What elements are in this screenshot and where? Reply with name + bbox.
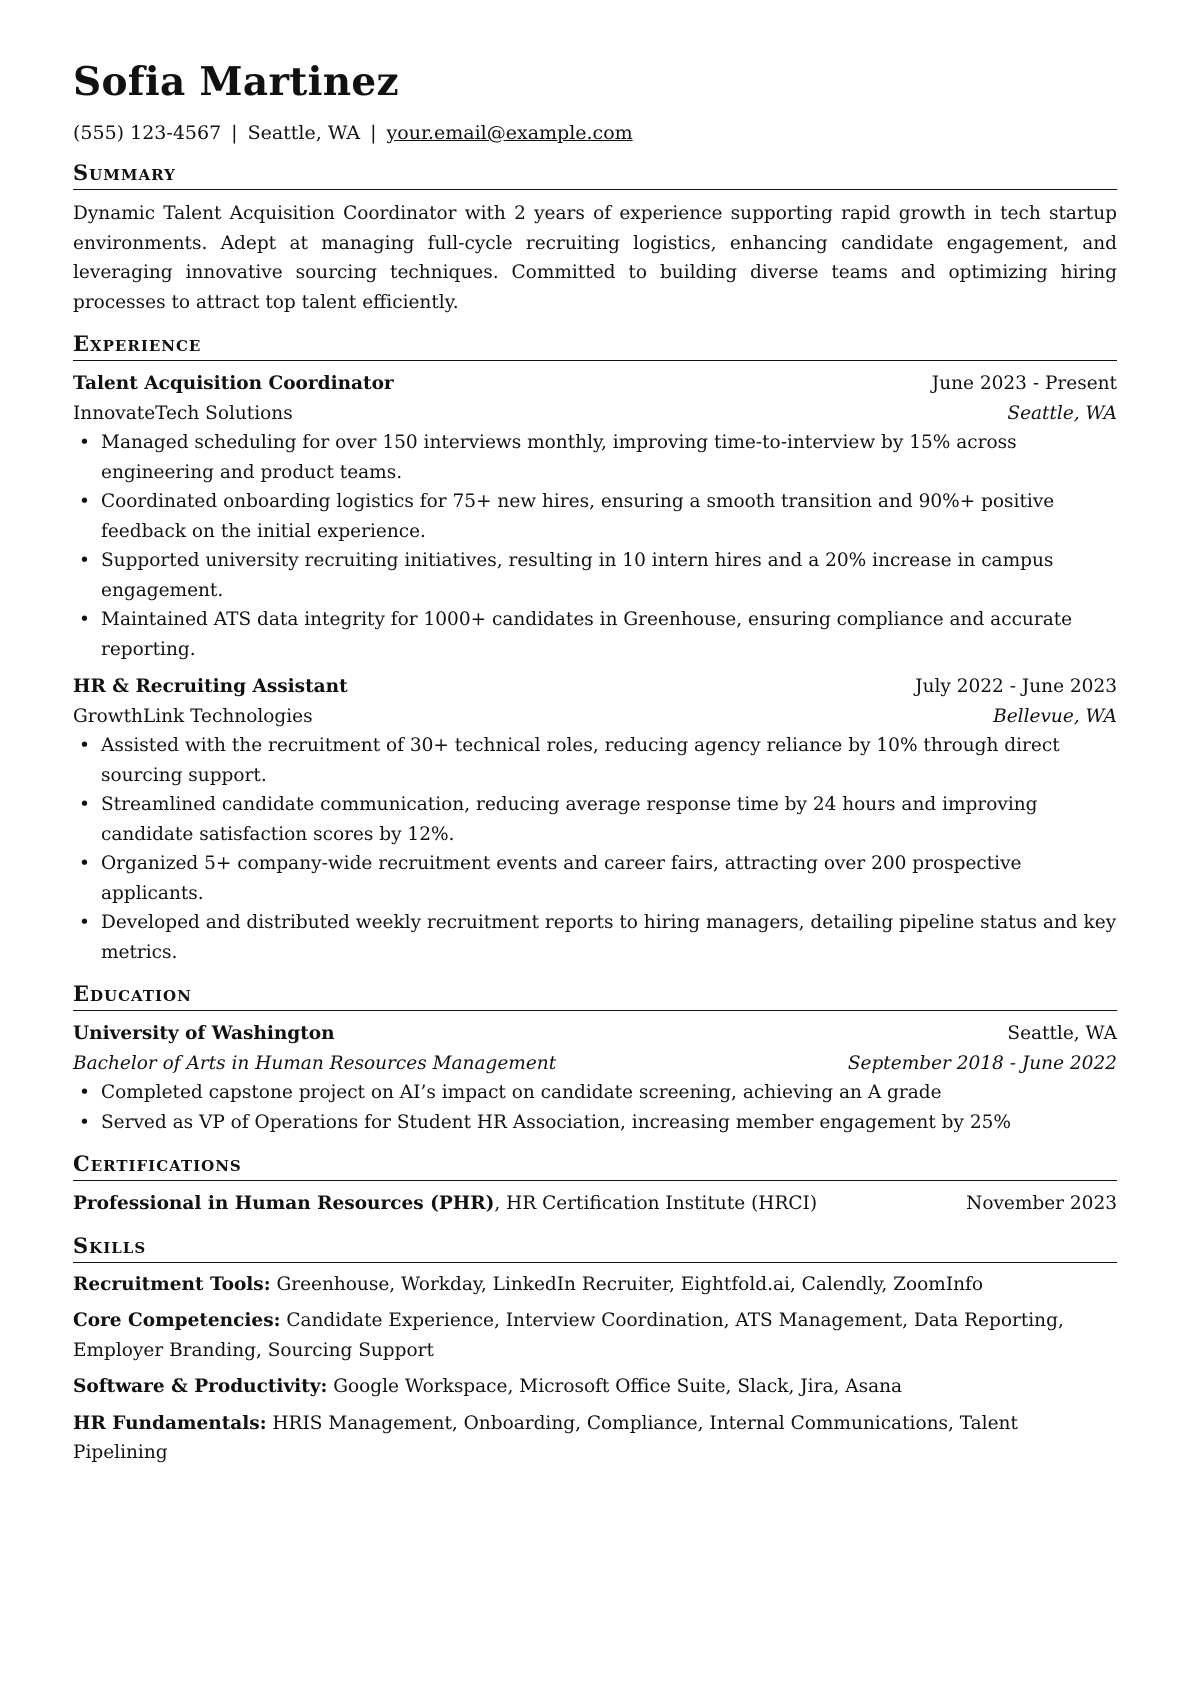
certifications-section bbox=[73, 1151, 1117, 1219]
list-item bbox=[73, 908, 1117, 967]
skills-section bbox=[73, 1233, 1117, 1468]
skill-group-label: HR Fundamentals: bbox=[73, 1412, 267, 1434]
bullet-text: Supported university recruiting initiatives, resulting in 10 intern hires and a 20% increase in campus engagement. bbox=[101, 550, 1054, 601]
section-title-skills: Skills bbox=[73, 1233, 1117, 1263]
contact-line bbox=[73, 120, 1117, 146]
job-entry bbox=[73, 672, 1117, 967]
skill-group bbox=[73, 1409, 1117, 1468]
contact-separator: | bbox=[231, 122, 238, 144]
section-title-summary: Summary bbox=[73, 160, 1117, 190]
bullet-icon: • bbox=[79, 912, 90, 933]
candidate-name: Sofia Martinez bbox=[73, 59, 399, 105]
company-name: InnovateTech Solutions bbox=[73, 402, 293, 424]
contact-separator: | bbox=[370, 122, 377, 144]
job-subheader bbox=[73, 399, 1117, 429]
bullet-icon: • bbox=[79, 432, 90, 453]
bullet-icon: • bbox=[79, 1082, 90, 1103]
education-entry bbox=[73, 1019, 1117, 1137]
education-bullets bbox=[73, 1078, 1117, 1137]
phone-number: (555) 123-4567 bbox=[73, 122, 222, 144]
section-title-experience: Experience bbox=[73, 331, 1117, 361]
location: Seattle, WA bbox=[247, 122, 361, 144]
school-name: University of Washington bbox=[73, 1023, 335, 1044]
bullet-icon: • bbox=[79, 735, 90, 756]
skill-group-values: HRIS Management, Onboarding, Compliance, Internal Communications, Talent Pipelining bbox=[73, 1412, 1018, 1463]
job-location: Seattle, WA bbox=[1007, 402, 1117, 424]
job-header bbox=[73, 672, 1117, 702]
job-title: HR & Recruiting Assistant bbox=[73, 676, 348, 697]
education-section bbox=[73, 981, 1117, 1137]
certification-entry bbox=[73, 1189, 1117, 1219]
list-item bbox=[73, 605, 1117, 664]
education-subheader bbox=[73, 1049, 1117, 1079]
bullet-text: Managed scheduling for over 150 interviews monthly, improving time-to-interview by 15% across engineering and product teams. bbox=[101, 432, 1017, 483]
company-name: GrowthLink Technologies bbox=[73, 705, 313, 727]
bullet-icon: • bbox=[79, 491, 90, 512]
list-item bbox=[73, 1108, 1117, 1138]
list-item bbox=[73, 731, 1117, 790]
skill-group bbox=[73, 1306, 1117, 1365]
list-item bbox=[73, 790, 1117, 849]
bullet-icon: • bbox=[79, 794, 90, 815]
skill-group-label: Core Competencies: bbox=[73, 1310, 281, 1331]
degree-name: Bachelor of Arts in Human Resources Management bbox=[73, 1052, 557, 1074]
certification-issuer: , HR Certification Institute (HRCI) bbox=[494, 1193, 818, 1214]
job-header bbox=[73, 369, 1117, 399]
list-item bbox=[73, 1078, 1117, 1108]
job-dates: June 2023 - Present bbox=[931, 373, 1117, 394]
bullet-text: Assisted with the recruitment of 30+ technical roles, reducing agency reliance by 10% through direct sourcing support. bbox=[101, 735, 1060, 786]
education-header bbox=[73, 1019, 1117, 1049]
bullet-text: Served as VP of Operations for Student HR Association, increasing member engagement by 25% bbox=[101, 1111, 1011, 1133]
job-dates: July 2022 - June 2023 bbox=[915, 676, 1117, 697]
bullet-text: Organized 5+ company-wide recruitment events and career fairs, attracting over 200 prospective applicants. bbox=[101, 853, 1022, 904]
section-title-certifications: Certifications bbox=[73, 1151, 1117, 1181]
certification-date: November 2023 bbox=[966, 1193, 1117, 1214]
bullet-icon: • bbox=[79, 853, 90, 874]
bullet-icon: • bbox=[79, 1111, 90, 1133]
bullet-text: Maintained ATS data integrity for 1000+ candidates in Greenhouse, ensuring compliance and accurate reporting. bbox=[101, 609, 1073, 660]
list-item bbox=[73, 428, 1117, 487]
bullet-text: Completed capstone project on AI’s impact on candidate screening, achieving an A grade bbox=[101, 1082, 942, 1103]
skill-group bbox=[73, 1372, 1117, 1402]
skill-group-label: Software & Productivity: bbox=[73, 1376, 328, 1397]
list-item bbox=[73, 849, 1117, 908]
bullet-text: Developed and distributed weekly recruitment reports to hiring managers, detailing pipeline status and key metrics. bbox=[101, 912, 1117, 963]
education-dates: September 2018 - June 2022 bbox=[847, 1052, 1117, 1074]
bullet-text: Coordinated onboarding logistics for 75+ new hires, ensuring a smooth transition and 90%+ positive feedback on the initial experience. bbox=[101, 491, 1055, 542]
skill-group-values: Candidate Experience, Interview Coordination, ATS Management, Data Reporting, Employer Branding, Sourcing Support bbox=[73, 1310, 1064, 1361]
skill-group-values: Google Workspace, Microsoft Office Suite, Slack, Jira, Asana bbox=[327, 1376, 903, 1397]
bullet-text: Streamlined candidate communication, reducing average response time by 24 hours and improving candidate satisfaction scores by 12%. bbox=[101, 794, 1038, 845]
skill-group-values: Greenhouse, Workday, LinkedIn Recruiter, Eightfold.ai, Calendly, ZoomInfo bbox=[270, 1273, 984, 1295]
certification-text bbox=[73, 1189, 817, 1219]
summary-text: Dynamic Talent Acquisition Coordinator with 2 years of experience supporting rapid growth in tech startup environments. Adept at managing full-cycle recruiting logistics, enhancing candidate engagement, and leveraging innovative sourcing techniques. Committed to building diverse teams and optimizing hiring processes to attract top talent efficiently. bbox=[73, 203, 1117, 313]
job-title: Talent Acquisition Coordinator bbox=[73, 373, 394, 394]
skill-group-label: Recruitment Tools: bbox=[73, 1273, 271, 1295]
experience-section bbox=[73, 331, 1117, 967]
job-location: Bellevue, WA bbox=[993, 705, 1117, 727]
skill-group bbox=[73, 1270, 1117, 1300]
job-entry bbox=[73, 369, 1117, 664]
bullet-icon: • bbox=[79, 609, 90, 630]
list-item bbox=[73, 487, 1117, 546]
email-link[interactable]: your.email@example.com bbox=[386, 122, 633, 144]
summary-section bbox=[73, 160, 1117, 317]
job-bullets bbox=[73, 731, 1117, 967]
certification-name: Professional in Human Resources (PHR) bbox=[73, 1193, 495, 1214]
job-bullets bbox=[73, 428, 1117, 664]
section-title-education: Education bbox=[73, 981, 1117, 1011]
bullet-icon: • bbox=[79, 550, 90, 571]
list-item bbox=[73, 546, 1117, 605]
school-location: Seattle, WA bbox=[1007, 1023, 1117, 1044]
job-subheader bbox=[73, 702, 1117, 732]
